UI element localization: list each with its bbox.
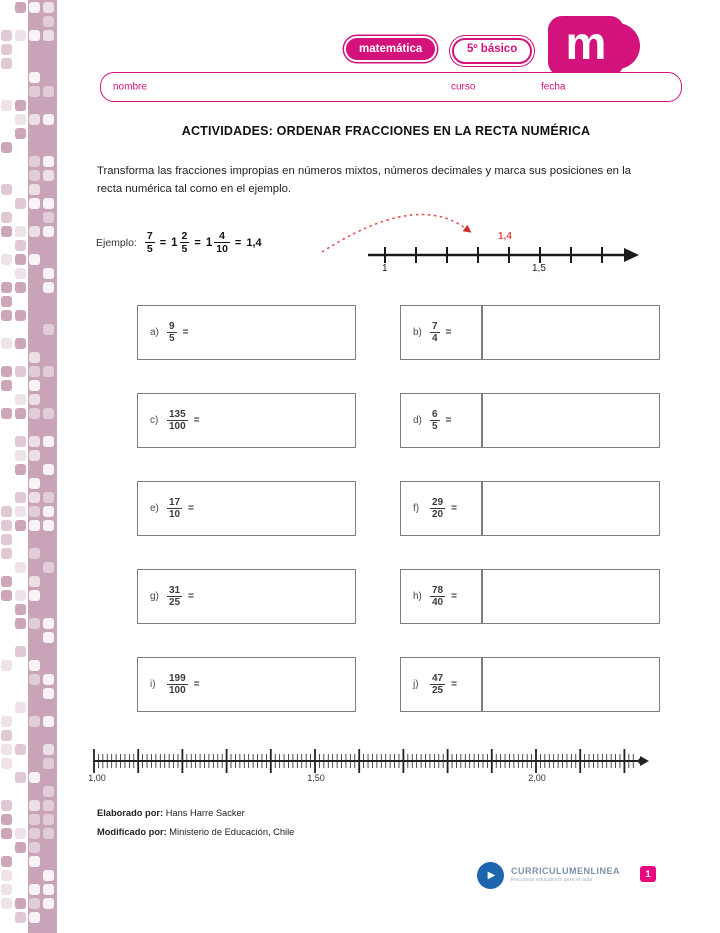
mosaic-square	[43, 632, 54, 643]
mosaic-square	[1, 590, 12, 601]
mosaic-square	[29, 912, 40, 923]
mosaic-square	[15, 618, 26, 629]
answer-column-right	[400, 305, 660, 712]
student-info-banner	[100, 72, 682, 102]
mosaic-square	[1, 296, 12, 307]
mosaic-square	[43, 156, 54, 167]
mosaic-square	[43, 716, 54, 727]
mosaic-square	[29, 2, 40, 13]
question-letter: e)	[150, 503, 159, 514]
answer-box-f	[400, 481, 660, 536]
answer-area-f[interactable]	[457, 482, 659, 535]
mosaic-square	[15, 436, 26, 447]
mosaic-square	[15, 310, 26, 321]
mosaic-square	[1, 338, 12, 349]
credit-line-1: Elaborado por: Hans Harre Sacker	[97, 808, 245, 818]
question-fraction: $\frac{199}{100}$	[169, 672, 186, 696]
mosaic-square	[1, 310, 12, 321]
answer-area-e[interactable]	[194, 482, 355, 535]
answer-box-b	[400, 305, 660, 360]
question-fraction: $\frac{31}{25}$	[169, 584, 181, 608]
mosaic-square	[29, 450, 40, 461]
example-numberline	[368, 241, 640, 275]
equals-sign: =	[194, 236, 201, 249]
mosaic-square	[15, 828, 26, 839]
mosaic-square	[29, 772, 40, 783]
question-fraction: $\frac{29}{20}$	[432, 496, 444, 520]
mosaic-square	[29, 492, 40, 503]
mosaic-square	[29, 856, 40, 867]
mosaic-square	[15, 604, 26, 615]
brand-text-block	[511, 866, 620, 883]
brand-logo	[477, 862, 504, 889]
mosaic-square	[43, 408, 54, 419]
mosaic-square	[43, 618, 54, 629]
question-fraction: $\frac{9}{5}$	[169, 320, 175, 344]
mosaic-square	[15, 408, 26, 419]
mosaic-square	[43, 30, 54, 41]
instructions-text: Transforma las fracciones impropias en números mixtos, números decimales y marca sus posiciones en la recta numérica tal como en el ejemplo.	[97, 165, 631, 195]
mosaic-square	[29, 184, 40, 195]
mosaic-square	[15, 912, 26, 923]
subject-badge	[346, 38, 435, 60]
mosaic-square	[15, 114, 26, 125]
mosaic-square	[1, 814, 12, 825]
mosaic-square	[15, 842, 26, 853]
mosaic-square	[1, 380, 12, 391]
mosaic-square	[15, 268, 26, 279]
m-logo	[548, 16, 624, 76]
answer-area-c[interactable]	[200, 394, 355, 447]
mosaic-square	[1, 408, 12, 419]
mosaic-square	[1, 184, 12, 195]
mosaic-square	[15, 702, 26, 713]
mosaic-square	[43, 114, 54, 125]
box-divider	[481, 482, 483, 535]
mosaic-square	[15, 492, 26, 503]
example-fraction-1: $\frac{7}{5}$	[146, 230, 153, 256]
equals-sign: =	[451, 503, 457, 514]
play-icon: ▶	[487, 870, 496, 881]
mosaic-square	[29, 380, 40, 391]
mosaic-square	[15, 100, 26, 111]
bottom-label-1-00: 1,00	[88, 773, 106, 783]
mosaic-square	[43, 758, 54, 769]
mosaic-square	[1, 142, 12, 153]
name-field[interactable]: nombre	[113, 81, 147, 93]
answer-area-a[interactable]	[188, 306, 355, 359]
mosaic-square	[1, 828, 12, 839]
mosaic-square	[1, 100, 12, 111]
brand-tagline: Recursos educativos para el aula	[511, 877, 593, 883]
mosaic-square	[1, 884, 12, 895]
question-fraction: $\frac{17}{10}$	[169, 496, 181, 520]
mosaic-square	[29, 506, 40, 517]
question-letter: h)	[413, 591, 422, 602]
mosaic-square	[15, 506, 26, 517]
question-letter: g)	[150, 591, 159, 602]
equals-sign: =	[451, 591, 457, 602]
mosaic-square	[1, 730, 12, 741]
mosaic-square	[1, 366, 12, 377]
mosaic-square	[1, 44, 12, 55]
answer-area-h[interactable]	[457, 570, 659, 623]
mosaic-square	[29, 198, 40, 209]
mosaic-square	[43, 2, 54, 13]
mosaic-square	[29, 72, 40, 83]
mosaic-square	[1, 58, 12, 69]
mosaic-square	[43, 814, 54, 825]
mosaic-square	[43, 170, 54, 181]
mosaic-square	[29, 352, 40, 363]
course-field[interactable]: curso	[451, 81, 476, 93]
question-fraction: $\frac{6}{5}$	[432, 408, 438, 432]
mosaic-square	[15, 254, 26, 265]
equals-sign: =	[188, 503, 194, 514]
mosaic-square	[15, 520, 26, 531]
question-fraction: $\frac{7}{4}$	[432, 320, 438, 344]
mosaic-square	[43, 800, 54, 811]
question-letter: f)	[413, 503, 420, 514]
box-divider	[481, 570, 483, 623]
mosaic-square	[1, 30, 12, 41]
mosaic-square	[1, 716, 12, 727]
mosaic-square	[43, 674, 54, 685]
equals-sign: =	[451, 679, 457, 690]
mosaic-square	[43, 436, 54, 447]
mosaic-square	[15, 282, 26, 293]
mosaic-square	[15, 128, 26, 139]
question-letter: j)	[413, 679, 419, 690]
mosaic-square	[15, 338, 26, 349]
mosaic-square	[15, 772, 26, 783]
example-mixed-1: 1 $\frac{2}{5}$	[171, 230, 188, 256]
answer-area-i[interactable]	[200, 658, 355, 711]
question-letter: d)	[413, 415, 422, 426]
equals-sign: =	[182, 327, 189, 338]
mosaic-square	[29, 590, 40, 601]
equals-sign: =	[445, 327, 452, 338]
m-logo-letter: m	[565, 17, 607, 69]
answer-numberline[interactable]	[92, 745, 652, 779]
mosaic-square	[29, 814, 40, 825]
answer-box-e	[137, 481, 356, 536]
mosaic-square	[1, 520, 12, 531]
mosaic-square	[43, 688, 54, 699]
mosaic-square	[1, 282, 12, 293]
brand-name: CURRICULUMENLINEA	[511, 866, 620, 876]
mosaic-square	[1, 800, 12, 811]
mosaic-square	[15, 744, 26, 755]
m-logo-tile	[548, 16, 624, 76]
mosaic-square	[29, 898, 40, 909]
example-decimal: 1,4	[246, 236, 262, 249]
example-label: Ejemplo:	[96, 236, 137, 249]
answer-box-c	[137, 393, 356, 448]
mosaic-square	[29, 86, 40, 97]
mosaic-square	[29, 30, 40, 41]
mosaic-square	[1, 744, 12, 755]
answer-box-a	[137, 305, 356, 360]
mosaic-square	[29, 394, 40, 405]
box-divider	[481, 394, 483, 447]
equals-sign: =	[159, 236, 167, 249]
mosaic-square	[43, 898, 54, 909]
mosaic-square	[1, 226, 12, 237]
mosaic-square	[43, 884, 54, 895]
question-fraction: $\frac{47}{25}$	[432, 672, 444, 696]
mosaic-square	[29, 170, 40, 181]
box-divider	[481, 306, 483, 359]
mosaic-square	[43, 226, 54, 237]
mosaic-square	[29, 436, 40, 447]
mosaic-square	[15, 2, 26, 13]
mosaic-square	[29, 254, 40, 265]
mosaic-square	[43, 562, 54, 573]
equals-sign: =	[193, 679, 200, 690]
mosaic-square	[15, 366, 26, 377]
example-expression	[96, 230, 262, 255]
bottom-label-1-50: 1,50	[307, 773, 325, 783]
mosaic-square	[1, 212, 12, 223]
mosaic-square	[29, 408, 40, 419]
mosaic-square	[43, 212, 54, 223]
mosaic-square	[29, 884, 40, 895]
example-numberline-label-1-5: 1,5	[532, 263, 546, 274]
mosaic-square	[15, 394, 26, 405]
mosaic-square	[1, 660, 12, 671]
mosaic-square	[43, 366, 54, 377]
subject-badge-label: matemática	[359, 43, 423, 55]
question-letter: a)	[150, 327, 159, 338]
answer-box-g	[137, 569, 356, 624]
mosaic-square	[29, 478, 40, 489]
mosaic-square	[15, 240, 26, 251]
equals-sign: =	[188, 591, 194, 602]
mosaic-square	[29, 660, 40, 671]
worksheet-title: ACTIVIDADES: ORDENAR FRACCIONES EN LA RECTA NUMÉRICA	[181, 124, 591, 138]
mosaic-square	[1, 576, 12, 587]
mosaic-square	[43, 198, 54, 209]
mosaic-square	[29, 842, 40, 853]
mosaic-square	[43, 268, 54, 279]
mosaic-square	[1, 856, 12, 867]
question-letter: b)	[413, 327, 422, 338]
mosaic-square	[1, 534, 12, 545]
decorative-mosaic	[0, 0, 62, 933]
mosaic-square	[15, 30, 26, 41]
mosaic-square	[29, 366, 40, 377]
question-letter: i)	[150, 679, 156, 690]
mosaic-square	[43, 506, 54, 517]
mosaic-square	[43, 828, 54, 839]
mosaic-square	[15, 646, 26, 657]
mosaic-square	[29, 156, 40, 167]
equals-sign: =	[445, 415, 452, 426]
mosaic-square	[29, 800, 40, 811]
bottom-label-2-00: 2,00	[528, 773, 546, 783]
mosaic-square	[29, 226, 40, 237]
mosaic-square	[1, 758, 12, 769]
mosaic-square	[29, 548, 40, 559]
mosaic-square	[43, 86, 54, 97]
mosaic-square	[43, 282, 54, 293]
answer-area-j[interactable]	[457, 658, 659, 711]
answer-column-left	[137, 305, 356, 712]
credit-line-2: Modificado por: Ministerio de Educación, Chile	[97, 827, 295, 837]
date-field[interactable]: fecha	[541, 81, 566, 93]
mosaic-square	[43, 520, 54, 531]
mosaic-square	[43, 324, 54, 335]
question-fraction: $\frac{78}{40}$	[432, 584, 444, 608]
mosaic-square	[29, 576, 40, 587]
mosaic-square	[1, 506, 12, 517]
grade-badge-label: 5º básico	[467, 43, 518, 55]
equals-sign: =	[234, 236, 242, 249]
mosaic-square	[43, 786, 54, 797]
mosaic-square	[43, 464, 54, 475]
mosaic-square	[43, 492, 54, 503]
mosaic-square	[1, 254, 12, 265]
mosaic-square	[1, 898, 12, 909]
mosaic-square	[43, 16, 54, 27]
mosaic-square	[29, 674, 40, 685]
answer-area-g[interactable]	[194, 570, 355, 623]
mosaic-square	[15, 464, 26, 475]
mosaic-square	[29, 618, 40, 629]
mosaic-square	[1, 548, 12, 559]
answer-box-d	[400, 393, 660, 448]
answer-box-j	[400, 657, 660, 712]
answer-box-h	[400, 569, 660, 624]
equals-sign: =	[193, 415, 200, 426]
mosaic-square	[15, 198, 26, 209]
mosaic-square	[29, 716, 40, 727]
mosaic-square	[15, 226, 26, 237]
mosaic-square	[29, 520, 40, 531]
mosaic-square	[1, 870, 12, 881]
page-number-badge: 1	[640, 866, 656, 882]
example-marker-1-4: 1,4	[498, 231, 512, 242]
example-mixed-2: 1 $\frac{4}{10}$	[205, 230, 228, 256]
mosaic-square	[29, 114, 40, 125]
mosaic-square	[15, 562, 26, 573]
mosaic-square	[15, 450, 26, 461]
mosaic-square	[43, 870, 54, 881]
question-fraction: $\frac{135}{100}$	[169, 408, 186, 432]
mosaic-square	[29, 828, 40, 839]
answer-box-i	[137, 657, 356, 712]
box-divider	[481, 658, 483, 711]
mosaic-square	[15, 898, 26, 909]
question-letter: c)	[150, 415, 159, 426]
grade-badge	[452, 38, 532, 64]
mosaic-square	[15, 590, 26, 601]
example-numberline-label-1: 1	[382, 263, 388, 274]
mosaic-square	[43, 744, 54, 755]
